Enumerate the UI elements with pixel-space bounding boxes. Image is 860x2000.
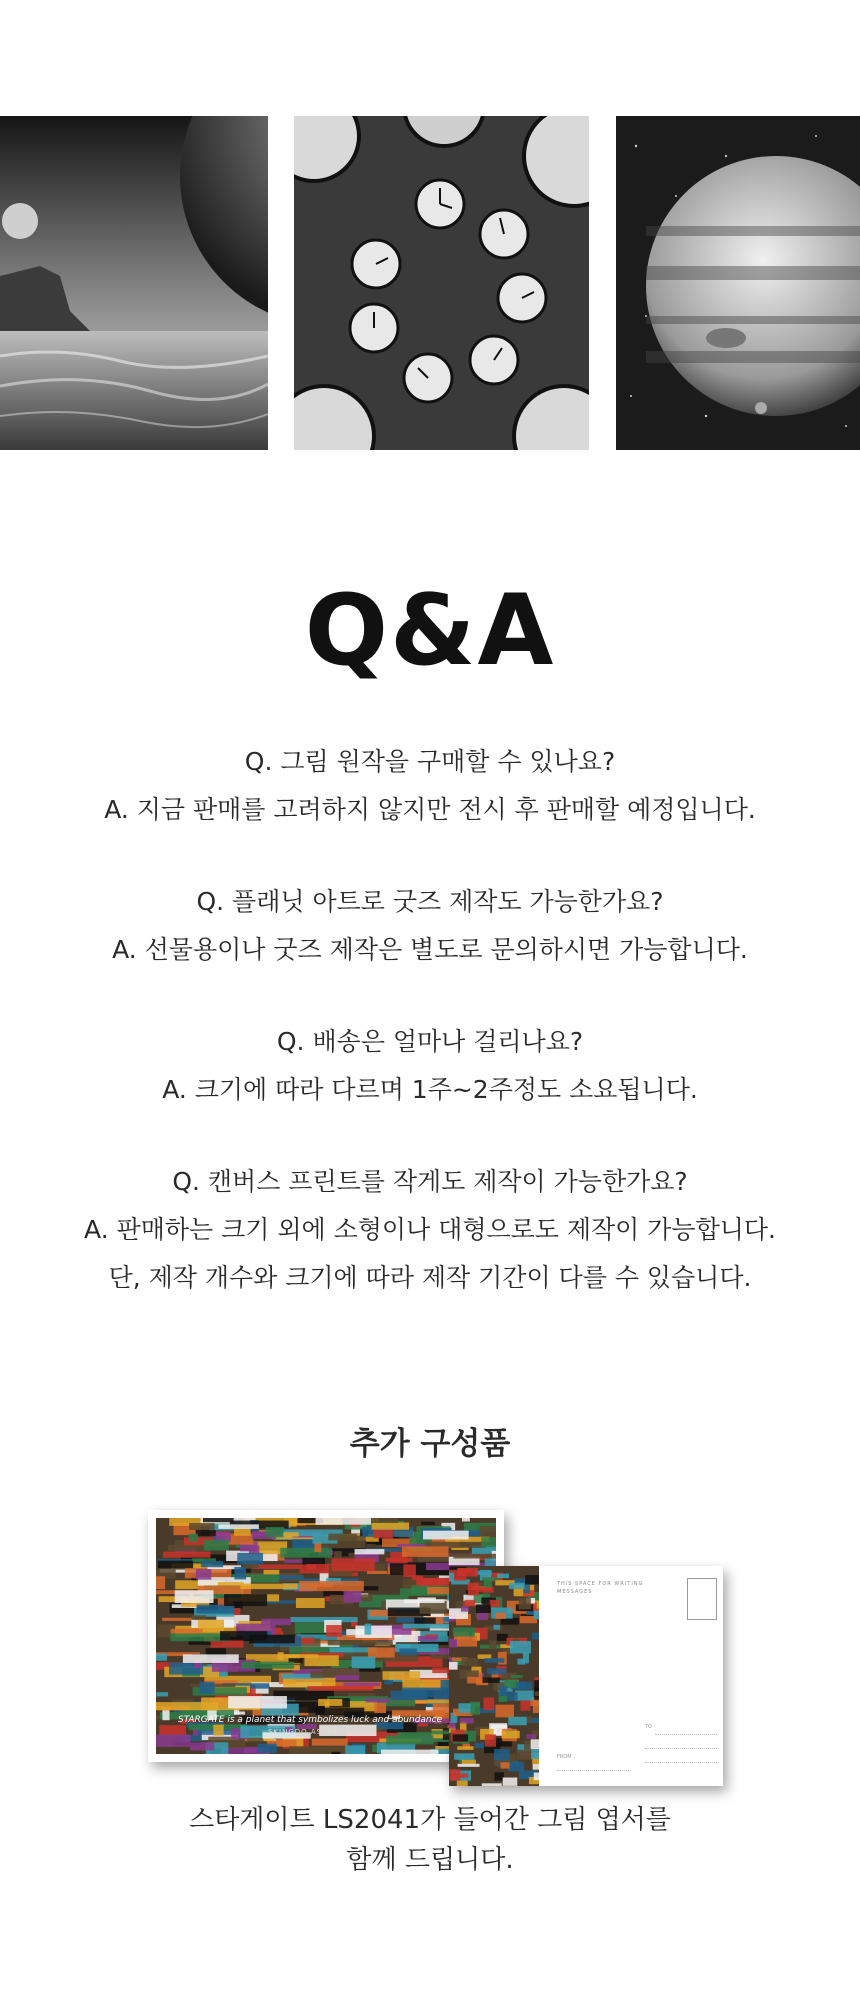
clock-ring-image — [294, 116, 589, 450]
qa-answer: A. 선물용이나 굿즈 제작은 별도로 문의하시면 가능합니다. — [112, 935, 748, 964]
jupiter-image — [616, 116, 860, 450]
extras-heading: 추가 구성품 — [349, 1426, 511, 1462]
address-line — [645, 1762, 717, 1763]
extras-caption-line: 스타게이트 LS2041가 들어간 그림 엽서를 — [189, 1805, 671, 1835]
address-line — [557, 1770, 629, 1771]
qa-question: Q. 캔버스 프린트를 작게도 제작이 가능한가요? — [172, 1167, 688, 1196]
postcard-caption: STARGATE is a planet that symbolizes luck and abundance — [178, 1715, 443, 1725]
address-line — [645, 1748, 717, 1749]
qa-question: Q. 플래닛 아트로 굿즈 제작도 가능한가요? — [196, 887, 664, 916]
stamp-box — [687, 1578, 717, 1620]
artwork-gallery — [0, 116, 860, 450]
qa-list — [0, 738, 860, 1346]
qa-item — [0, 738, 860, 834]
qa-answer: A. 지금 판매를 고려하지 않지만 전시 후 판매할 예정입니다. — [104, 795, 756, 824]
qa-question: Q. 그림 원작을 구매할 수 있나요? — [244, 747, 616, 776]
qa-answer-note: 단, 제작 개수와 크기에 따라 제작 기간이 다를 수 있습니다. — [108, 1263, 752, 1292]
extras-caption-line: 함께 드립니다. — [346, 1845, 514, 1875]
qa-item — [0, 878, 860, 974]
qa-question: Q. 배송은 얼마나 걸리나요? — [276, 1027, 584, 1056]
qa-item — [0, 1018, 860, 1114]
postcard-subcaption: SKINGDO ASTROLOGY — [268, 1728, 363, 1736]
address-line — [655, 1734, 717, 1735]
postcard-art-strip — [449, 1566, 539, 1786]
postcard-message-label: THIS SPACE FOR WRITING MESSAGES — [557, 1581, 644, 1595]
postcard-back-image — [449, 1566, 723, 1786]
qa-answer: A. 크기에 따라 다르며 1주~2주정도 소요됩니다. — [162, 1075, 698, 1104]
qa-answer: A. 판매하는 크기 외에 소형이나 대형으로도 제작이 가능합니다. — [84, 1215, 776, 1244]
qa-item — [0, 1158, 860, 1302]
qa-heading: Q&A — [304, 574, 556, 688]
moonlit-sea-image — [0, 116, 268, 450]
postcard-from-label: FROM : — [557, 1754, 575, 1760]
postcard-to-label: TO : — [645, 1724, 656, 1730]
extras-caption — [0, 1800, 860, 1880]
